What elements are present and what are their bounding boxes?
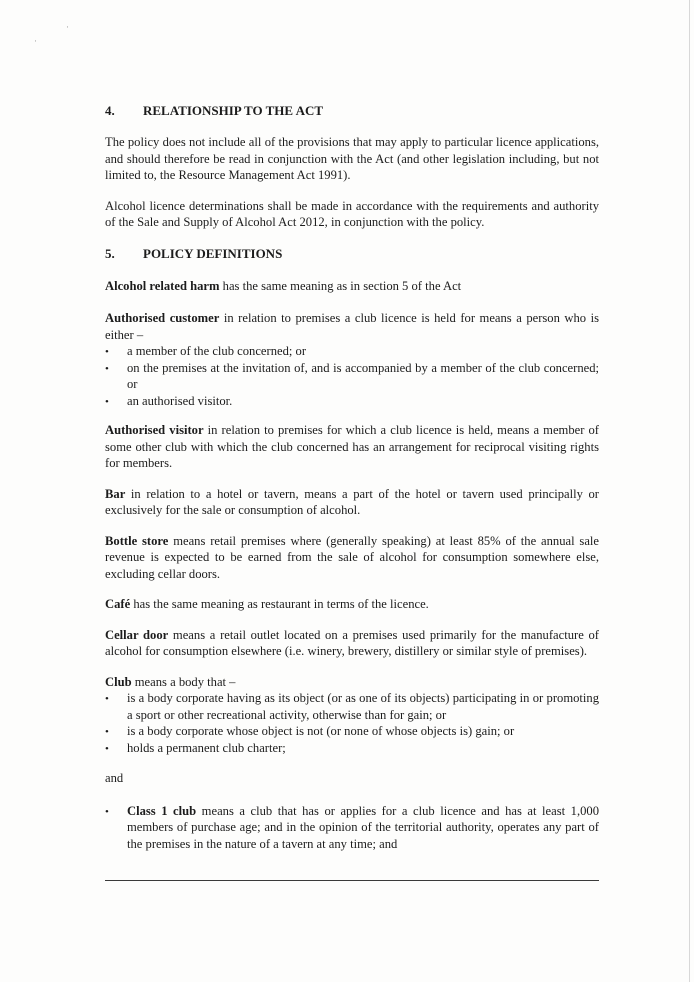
section-5-heading (105, 246, 599, 262)
definition-text: means retail premises where (generally speaking) at least 85% of the annual sale revenue is expected to be earned from the sale of alcohol for consumption somewhere else, excluding cellar doors. (105, 533, 599, 581)
definition-text: in relation to premises a club licence is held for means a person who is either – (105, 311, 600, 342)
section-number: 4. (105, 103, 115, 118)
definition-alcohol-related-harm (105, 278, 599, 295)
club-class-list (105, 803, 599, 853)
definition-term: Cellar door (105, 627, 169, 642)
section-4-heading (105, 103, 599, 119)
section-title: RELATIONSHIP TO THE ACT (143, 103, 324, 118)
paragraph: The policy does not include all of the provisions that may apply to particular licence applications, and should therefore be read in conjunction with the Act (and other legislation including, but not limited to, the Resource Management Act 1991). (105, 135, 599, 182)
definition-term: Alcohol related harm (105, 278, 220, 293)
list-item: • is a body corporate whose object is not (or none of whose objects is) gain; or (105, 723, 599, 740)
scan-speck: · (66, 22, 69, 32)
definition-term: Club (105, 674, 132, 689)
definition-term: Class 1 club (127, 803, 197, 818)
footer-rule (105, 880, 599, 881)
and-connector: and (105, 771, 124, 785)
definition-cellar-door (105, 627, 599, 660)
definition-term: Authorised visitor (105, 423, 204, 437)
definition-text: means a retail outlet located on a premises used primarily for the manufacture of alcohol for consumption elsewhere (i.e. winery, brewery, distillery or similar style of premises). (105, 627, 599, 658)
scan-speck: · (34, 36, 37, 46)
definition-text: in relation to premises for which a club licence is held, means a member of some other club with which the club concerned has an arrangement for reciprocal visiting rights for members. (105, 423, 599, 470)
definition-authorised-customer (105, 310, 599, 343)
definition-authorised-visitor (105, 422, 599, 472)
definition-text: in relation to a hotel or tavern, means a part of the hotel or tavern used principally or exclusively for the sale or consumption of alcohol. (105, 486, 599, 517)
definition-term: Authorised customer (105, 311, 220, 325)
list-item: • holds a permanent club charter; (105, 740, 599, 757)
definition-term: Bar (105, 486, 126, 501)
club-list (105, 690, 599, 756)
list-item: • a member of the club concerned; or (105, 343, 599, 360)
definition-text: means a body that – (131, 674, 236, 689)
definition-cafe (105, 596, 599, 613)
definition-bar (105, 486, 599, 519)
authorised-customer-list (105, 343, 599, 409)
paragraph: Alcohol licence determinations shall be made in accordance with the requirements and authority of the Sale and Supply of Alcohol Act 2012, in conjunction with the policy. (105, 198, 599, 229)
definition-club (105, 674, 599, 691)
section-title: POLICY DEFINITIONS (143, 245, 283, 261)
scan-edge (689, 0, 690, 982)
definition-text: means a club that has or applies for a club licence and has at least 1,000 members of purchase age; and in the opinion of the territorial authority, operates any part of the premises in the nature of a tavern at any time; and (127, 803, 599, 851)
definition-bottle-store (105, 533, 599, 583)
document-content (105, 103, 599, 852)
definition-term: Café (105, 597, 131, 611)
section-number: 5. (105, 245, 115, 261)
list-item: • an authorised visitor. (105, 393, 599, 410)
list-item: • on the premises at the invitation of, and is accompanied by a member of the club concerned; or (105, 360, 599, 393)
definition-text: has the same meaning as in section 5 of the Act (219, 278, 462, 293)
list-item (105, 803, 599, 853)
definition-term: Bottle store (105, 533, 169, 548)
list-item: • is a body corporate having as its object (or as one of its objects) participating in or promoting a sport or other recreational activity, otherwise than for gain; or (105, 690, 599, 723)
definition-text: has the same meaning as restaurant in terms of the licence. (130, 597, 429, 611)
